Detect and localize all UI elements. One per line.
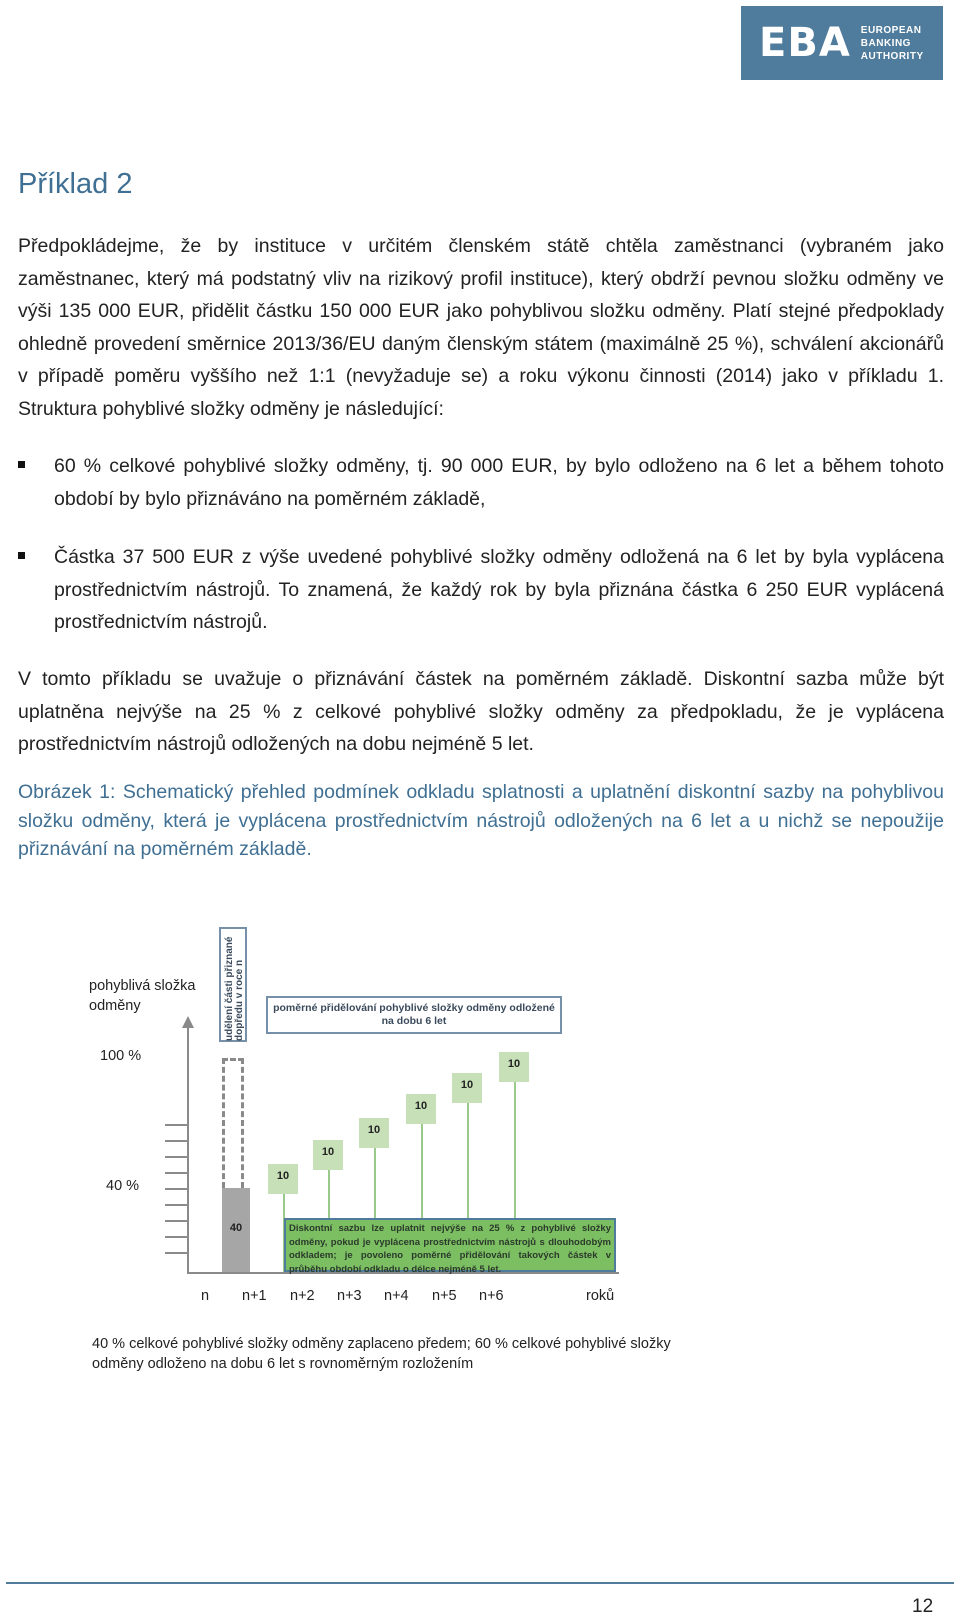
pro-rata-banner (266, 996, 562, 1034)
axis-tick (165, 1220, 187, 1222)
installment-cap-3 (359, 1118, 389, 1148)
installment-value: 10 (414, 1100, 428, 1112)
axis-tick (165, 1156, 187, 1158)
diagram-note: 40 % celkové pohyblivé složky odměny zaplaceno předem; 60 % celkové pohyblivé složky odměny odloženo na dobu 6 let s rovnoměrným rozložením (92, 1336, 671, 1372)
axis-tick (165, 1236, 187, 1238)
y-axis (187, 1026, 189, 1272)
upfront-label-box (219, 927, 247, 1042)
figure-caption: Obrázek 1: Schematický přehled podmínek odkladu splatnosti a uplatnění diskontní sazby na pohyblivou složku odměny, která je vyplácena prostřednictvím nástrojů odložených na 6 let a u nichž se nepoužije přiznávání na poměrném základě. (18, 781, 944, 860)
page-number: 12 (912, 1596, 934, 1617)
upfront-vertical-label: udělení části přiznané dopředu v roce n (224, 936, 245, 1041)
footer-rule (6, 1582, 954, 1584)
installment-cap-6 (499, 1052, 529, 1082)
logo-line-2: BANKING (860, 37, 911, 49)
bullet-text: Částka 37 500 EUR z výše uvedené pohyblivé složky odměny odložená na 6 let by byla vyplácena prostřednictvím nástrojů. To znamená, že každý rok by byla přiznána částka 6 250 EUR vyplácená prostřednictvím nástrojů. (54, 546, 944, 633)
discount-note-box (284, 1218, 616, 1275)
x-label: n+5 (432, 1288, 457, 1304)
bullet-item-2 (18, 541, 944, 639)
logo-mark: EBA (759, 20, 851, 66)
bullet-square-icon (18, 461, 25, 468)
axis-tick (165, 1140, 187, 1142)
installment-cap-1 (268, 1164, 298, 1194)
y-label-line-2: odměny (89, 998, 141, 1014)
x-label: n+4 (384, 1288, 409, 1304)
axis-tick (165, 1124, 187, 1126)
diagram-y-label (89, 976, 195, 1016)
installment-value: 10 (507, 1058, 521, 1070)
axis-tick (165, 1188, 187, 1190)
x-unit-label: roků (586, 1288, 615, 1304)
installment-cap-4 (406, 1094, 436, 1124)
logo-text (861, 24, 924, 63)
x-label: n+2 (290, 1288, 315, 1304)
installment-value: 10 (367, 1124, 381, 1136)
x-label: n+6 (479, 1288, 504, 1304)
axis-tick (165, 1204, 187, 1206)
installment-value: 10 (321, 1146, 335, 1158)
pro-rata-banner-text: poměrné přidělování pohyblivé složky odměny odložené na dobu 6 let (268, 998, 560, 1032)
logo-line-1: EUROPEAN (860, 24, 922, 36)
eba-logo (741, 6, 943, 80)
x-label: n+3 (337, 1288, 362, 1304)
intro-paragraph: Předpokládejme, že by instituce v určitém členském státě chtěla zaměstnanci (vybraném jako zaměstnanec, který má podstatný vliv na rizikový profil instituce), který obdrží pevnou složku odměny ve výši 135 000 EUR, přidělit částku 150 000 EUR jako pohyblivou složku odměny. Platí stejné předpoklady ohledně provedení směrnice 2013/36/EU daným členským státem (maximálně 25 %), schválení akcionářů v případě poměru vyššího než 1:1 (nevyžaduje se) a roku výkonu činnosti (2014) jako v příkladu 1. Struktura pohyblivé složky odměny je následující: (18, 235, 944, 420)
tick-label-40: 40 % (106, 1178, 140, 1194)
bullet-text: 60 % celkové pohyblivé složky odměny, tj. 90 000 EUR, by bylo odloženo na 6 let a během tohoto období by bylo přiznáváno na poměrném základě, (54, 455, 944, 510)
installment-cap-5 (452, 1073, 482, 1103)
installment-cap-2 (313, 1140, 343, 1170)
tick-label-100: 100 % (100, 1048, 142, 1064)
discount-paragraph: V tomto příkladu se uvažuje o přiznávání částek na poměrném základě. Diskontní sazba může být uplatněna nejvýše na 25 % z celkové pohyblivé složky odměny za předpokladu, že je vyplácena prostřednictvím nástrojů odložených na dobu nejméně 5 let. (18, 668, 944, 755)
dashed-total-outline (222, 1058, 244, 1188)
x-label: n+1 (242, 1288, 267, 1304)
axis-tick (165, 1172, 187, 1174)
upfront-bar-label: 40 (229, 1222, 243, 1234)
bullet-square-icon (18, 552, 25, 559)
logo-line-3: AUTHORITY (860, 50, 924, 62)
installment-value: 10 (276, 1170, 290, 1182)
bullet-item-1 (18, 450, 944, 515)
installment-value: 10 (460, 1079, 474, 1091)
x-label: n (201, 1288, 210, 1304)
discount-note-text: Diskontní sazbu lze uplatnit nejvýše na 25 % z pohyblivé složky odměny, pokud je vyplácena prostřednictvím nástrojů s dlouhodobým odkladem; je povoleno poměrné přidělování takových částek v průběhu období odkladu o délce nejméně 5 let. (289, 1223, 611, 1275)
y-label-line-1: pohyblivá složka (89, 978, 196, 994)
page-heading: Příklad 2 (18, 168, 133, 200)
axis-tick (165, 1252, 187, 1254)
